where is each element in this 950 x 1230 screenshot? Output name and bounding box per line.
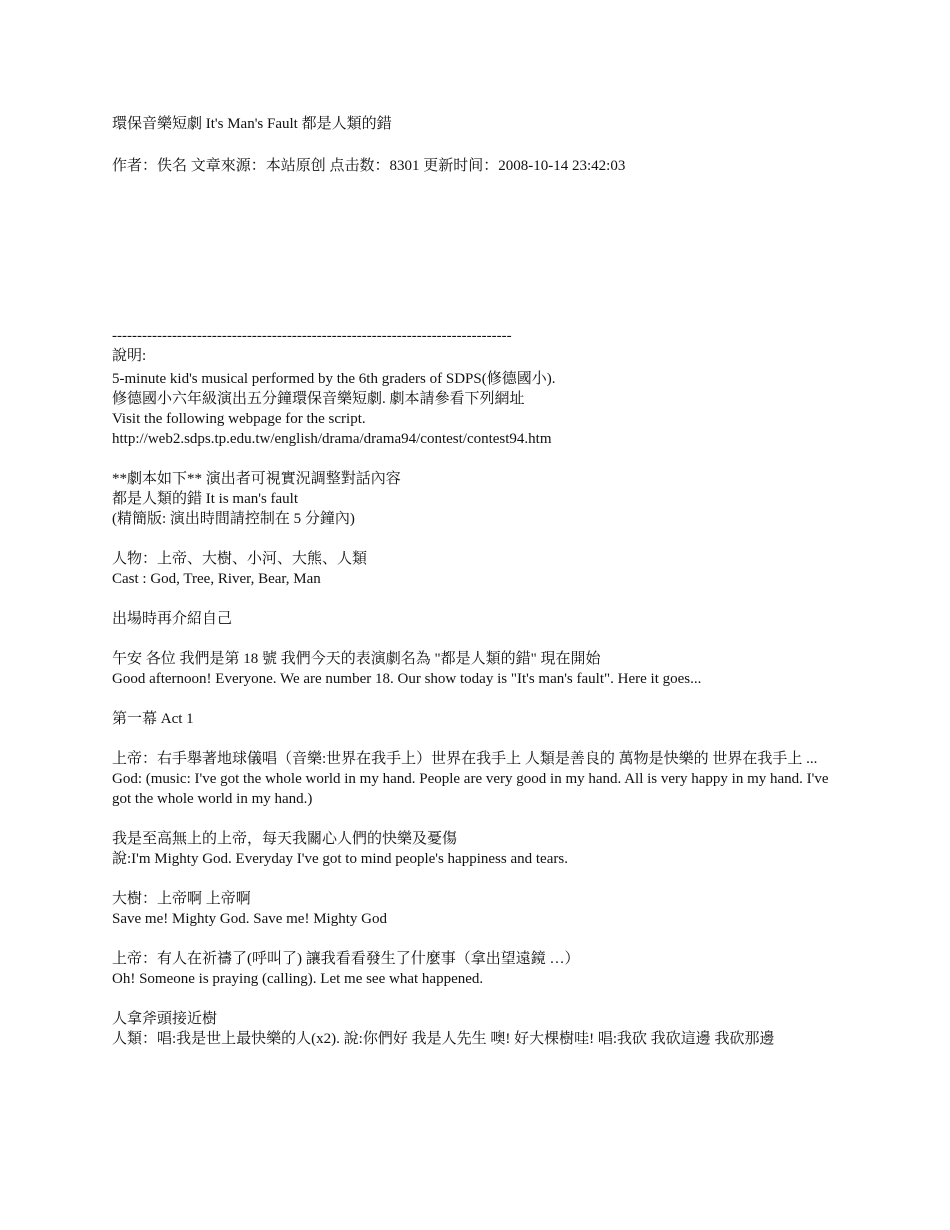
cast-zh: 人物：上帝、大樹、小河、大熊、人類: [112, 551, 368, 567]
man-line-1: [112, 1009, 842, 1049]
god-line-1-zh: 上帝：右手舉著地球儀唱（音樂:世界在我手上）世界在我手上 人類是善良的 萬物是快樂的 世界在我手上 ...: [112, 751, 818, 767]
god-line-3: [112, 949, 842, 989]
tree-line-1: [112, 889, 842, 929]
intro-line-2: 修德國小六年級演出五分鐘環保音樂短劇. 劇本請參看下列網址: [112, 391, 525, 407]
god-line-1-en: God: (music: I've got the whole world in my hand. People are very good in my hand. All is very happy in my hand. I've got the whole world in my hand.): [112, 771, 829, 807]
greeting-section: [112, 649, 842, 689]
intro-section: [112, 346, 842, 449]
god-line-1: [112, 749, 842, 809]
intro-note: 出場時再介紹自己: [112, 611, 233, 627]
god-line-3-en: Oh! Someone is praying (calling). Let me see what happened.: [112, 971, 484, 987]
cast-section: [112, 549, 842, 589]
blank-space: [112, 176, 842, 326]
script-duration: (精簡版: 演出時間請控制在 5 分鐘內): [112, 511, 355, 527]
cast-en: Cast : God, Tree, River, Bear, Man: [112, 571, 321, 587]
article-title: 環保音樂短劇 It's Man's Fault 都是人類的錯: [112, 116, 392, 132]
script-url: http://web2.sdps.tp.edu.tw/english/drama/drama94/contest/contest94.htm: [112, 431, 552, 447]
god-line-2: [112, 829, 842, 869]
god-line-2-zh: 我是至高無上的上帝，每天我關心人們的快樂及憂傷: [112, 831, 458, 847]
intro-label: 說明:: [112, 348, 147, 364]
script-note: **劇本如下** 演出者可視實況調整對話內容: [112, 471, 401, 487]
document-body: [112, 114, 842, 1069]
divider-line: --------------------------------------------------------------------------------: [112, 328, 512, 344]
tree-line-1-en: Save me! Mighty God. Save me! Mighty God: [112, 911, 387, 927]
god-line-3-zh: 上帝：有人在祈禱了(呼叫了) 讓我看看發生了什麼事（拿出望遠鏡 …）: [112, 951, 580, 967]
script-heading: [112, 469, 842, 529]
script-title: 都是人類的錯 It is man's fault: [112, 491, 299, 507]
greeting-zh: 午安 各位 我們是第 18 號 我們今天的表演劇名為 "都是人類的錯" 現在開始: [112, 651, 601, 667]
tree-line-1-zh: 大樹：上帝啊 上帝啊: [112, 891, 251, 907]
act-1-heading: 第一幕 Act 1: [112, 711, 194, 727]
intro-line-3: Visit the following webpage for the script.: [112, 411, 366, 427]
god-line-2-en: 說:I'm Mighty God. Everyday I've got to mind people's happiness and tears.: [112, 851, 568, 867]
article-meta: 作者：佚名 文章來源：本站原创 点击数：8301 更新时间：2008-10-14 23:42:03: [112, 158, 626, 174]
intro-line-1: 5-minute kid's musical performed by the 6th graders of SDPS(修德國小).: [112, 371, 556, 387]
man-line-1-text: 人類：唱:我是世上最快樂的人(x2). 說:你們好 我是人先生 噢! 好大棵樹哇! 唱:我砍 我砍這邊 我砍那邊: [112, 1031, 775, 1047]
man-stage-direction: 人拿斧頭接近樹: [112, 1011, 218, 1027]
greeting-en: Good afternoon! Everyone. We are number 18. Our show today is "It's man's fault". Here it goes...: [112, 671, 702, 687]
